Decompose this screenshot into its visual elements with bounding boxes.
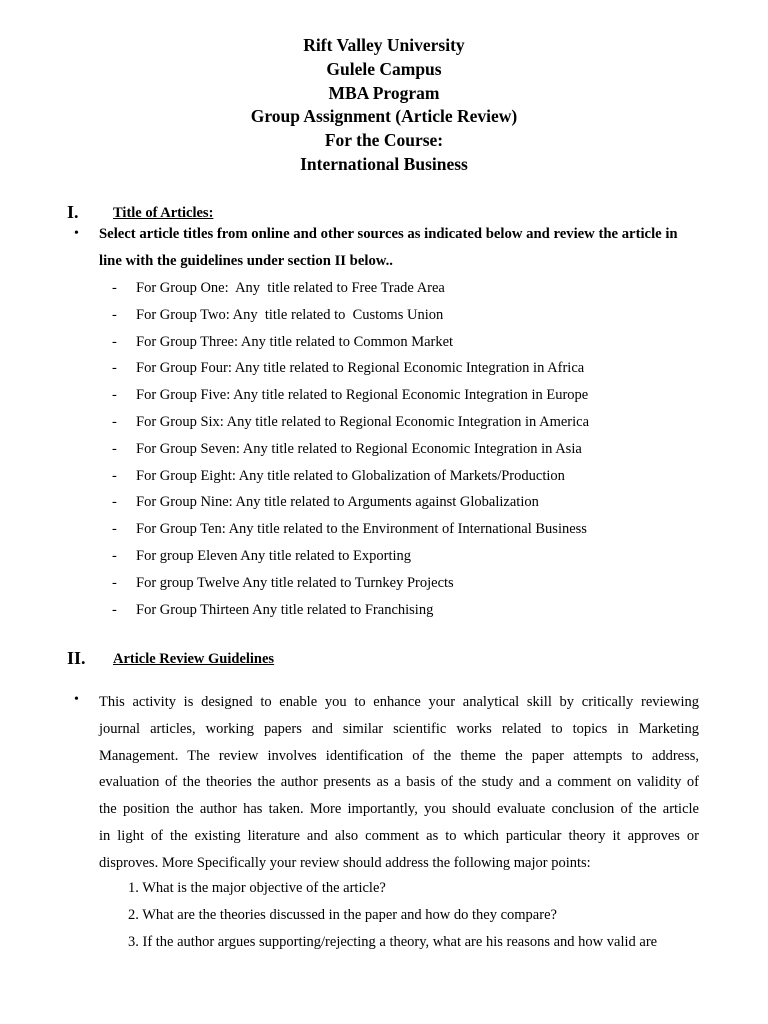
group-topic-text: For Group Nine: Any title related to Arguments against Globalization <box>136 494 539 511</box>
group-topic-text: For Group Eight: Any title related to Globalization of Markets/Production <box>136 467 565 484</box>
dash-marker: - <box>112 547 117 564</box>
group-topic-text: For Group Ten: Any title related to the Environment of International Business <box>136 521 587 538</box>
list-item <box>112 305 589 332</box>
dash-marker: - <box>112 387 117 404</box>
list-item <box>112 519 589 546</box>
paragraph-line: disproves. More Specifically your review should address the following major points: <box>99 854 591 871</box>
list-item <box>112 385 589 412</box>
list-item <box>112 332 589 359</box>
group-topic-text: For Group Three: Any title related to Common Market <box>136 333 454 350</box>
group-topic-text: For Group Two: Any title related to Customs Union <box>136 306 444 323</box>
list-item <box>112 546 589 573</box>
list-item <box>112 412 589 439</box>
group-topic-list <box>112 278 589 626</box>
section-1-intro-line-1: Select article titles from online and other sources as indicated below and review the article in <box>99 226 678 242</box>
paragraph-line: This activity is designed to enable you to enhance your analytical skill by critically reviewing <box>99 694 699 710</box>
list-item <box>112 466 589 493</box>
assignment-title: Group Assignment (Article Review) <box>250 106 518 127</box>
dash-marker: - <box>112 574 117 591</box>
list-item <box>112 358 589 385</box>
list-item <box>112 573 589 600</box>
dash-marker: - <box>112 280 117 296</box>
dash-marker: - <box>112 360 117 377</box>
university-name: Rift Valley University <box>303 35 465 55</box>
section-1-intro-line-2: line with the guidelines under section II below.. <box>99 253 393 269</box>
dash-marker: - <box>112 440 117 457</box>
guidelines-paragraph <box>99 689 699 877</box>
campus-name: Gulele Campus <box>326 58 442 79</box>
section-1-bullet: • <box>74 226 79 241</box>
paragraph-line: Management. The review involves identification of the theme the paper attempts to address, <box>99 747 699 764</box>
group-topic-text: For group Eleven Any title related to Exporting <box>136 547 412 564</box>
group-topic-text: For Group Seven: Any title related to Regional Economic Integration in Asia <box>136 440 582 457</box>
group-topic-text: For Group One: Any title related to Free Trade Area <box>136 280 445 296</box>
section-2-number: II. <box>67 648 86 668</box>
group-topic-text: For Group Four: Any title related to Regional Economic Integration in Africa <box>136 360 585 377</box>
list-item: 3. If the author argues supporting/rejecting a theory, what are his reasons and how valid are <box>128 933 658 950</box>
dash-marker: - <box>112 467 117 484</box>
list-item <box>112 278 589 305</box>
review-questions-list <box>128 878 657 958</box>
section-1-title: Title of Articles: <box>113 205 214 221</box>
course-name: International Business <box>300 153 468 174</box>
dash-marker: - <box>112 494 117 511</box>
section-2-bullet: • <box>74 692 79 707</box>
group-topic-text: For Group Five: Any title related to Regional Economic Integration in Europe <box>136 387 589 404</box>
group-topic-text: For Group Thirteen Any title related to Franchising <box>136 601 434 618</box>
dash-marker: - <box>112 306 117 323</box>
dash-marker: - <box>112 333 117 350</box>
list-item: 2. What are the theories discussed in the paper and how do they compare? <box>128 906 557 923</box>
group-topic-text: For Group Six: Any title related to Regional Economic Integration in America <box>136 413 590 430</box>
paragraph-line: journal articles, working papers and similar scientific works related to topics in Marketing <box>99 720 699 737</box>
paragraph-line: the position the author has taken. More importantly, you should evaluate conclusion of the article <box>99 801 699 818</box>
list-item <box>112 439 589 466</box>
dash-marker: - <box>112 601 117 618</box>
program-name: MBA Program <box>328 82 440 103</box>
group-topic-text: For group Twelve Any title related to Turnkey Projects <box>136 574 454 591</box>
list-item <box>112 600 589 627</box>
section-1-number: I. <box>67 202 79 222</box>
dash-marker: - <box>112 413 117 430</box>
list-item <box>112 492 589 519</box>
section-2-title: Article Review Guidelines <box>113 651 275 667</box>
dash-marker: - <box>112 521 117 538</box>
course-label: For the Course: <box>324 130 444 151</box>
document-header <box>0 34 768 177</box>
paragraph-line: in light of the existing literature and also comment as to which particular theory it approves or <box>99 827 699 844</box>
list-item: 1. What is the major objective of the article? <box>128 880 386 896</box>
paragraph-line: evaluation of the theories the author presents as a basis of the study and a comment on validity of <box>99 774 699 791</box>
